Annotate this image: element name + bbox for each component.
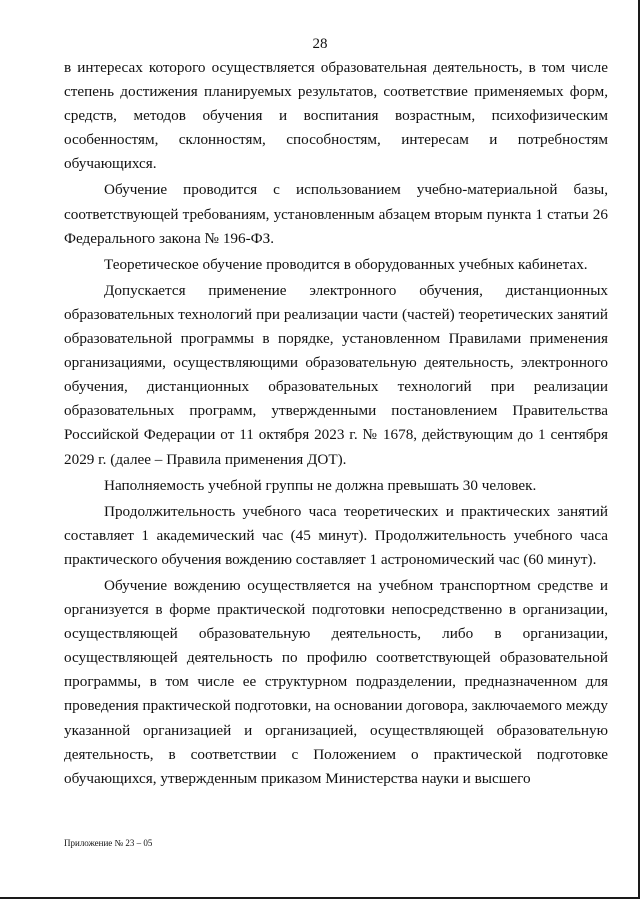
page-number: 28: [312, 36, 328, 52]
paragraph-distance-learning: Допускается применение электронного обучения, дистанционных образовательных технологий при реализации части (частей) теоретических занятий образовательной программы в порядке, установленном Правилами применения организациями, осуществляющими образовательную деятельность, электронного обучения, дистанционных образовательных технологий при реализации образовательных программ, утвержденными постановлением Правительства Российской Федерации от 11 октября 2023 г. № 1678, действующим до 1 сентября 2029 г. (далее – Правила применения ДОТ).: [64, 281, 608, 468]
paragraph-group-size: Наполняемость учебной группы не должна превышать 30 человек.: [104, 476, 537, 494]
paragraph-training-base: Обучение проводится с использованием учебно-материальной базы, соответствующей требованиям, установленным абзацем вторым пункта 1 статьи 26 Федерального закона № 196-ФЗ.: [64, 181, 608, 247]
footer-attachment-label: Приложение № 23 – 05: [64, 838, 153, 848]
paragraph-continuation: в интересах которого осуществляется образовательная деятельность, в том числе степень достижения планируемых результатов, соответствие применяемых форм, средств, методов обучения и воспитания возрастным, психофизическим особенностям, склонностям, способностям, интересам и потребностям обучающихся.: [64, 59, 608, 173]
paragraph-driving-training: Обучение вождению осуществляется на учебном транспортном средстве и организуется в форме практической подготовки непосредственно в организации, осуществляющей образовательную деятельность, либо в организации, осуществляющей деятельность по профилю соответствующей образовательной программы, в том числе ее структурном подразделении, предназначенном для проведения практической подготовки, на основании договора, заключаемого между указанной организацией и организацией, осуществляющей образовательную деятельность, в соответствии с Положением о практической подготовке обучающихся, утвержденным приказом Министерства науки и высшего: [64, 576, 608, 787]
paragraph-theory-classrooms: Теоретическое обучение проводится в оборудованных учебных кабинетах.: [104, 255, 588, 273]
document-body: [64, 56, 608, 791]
paragraph-lesson-duration: Продолжительность учебного часа теоретических и практических занятий составляет 1 академический час (45 минут). Продолжительность учебного часа практического обучения вождению составляет 1 астрономический час (60 минут).: [64, 502, 608, 568]
